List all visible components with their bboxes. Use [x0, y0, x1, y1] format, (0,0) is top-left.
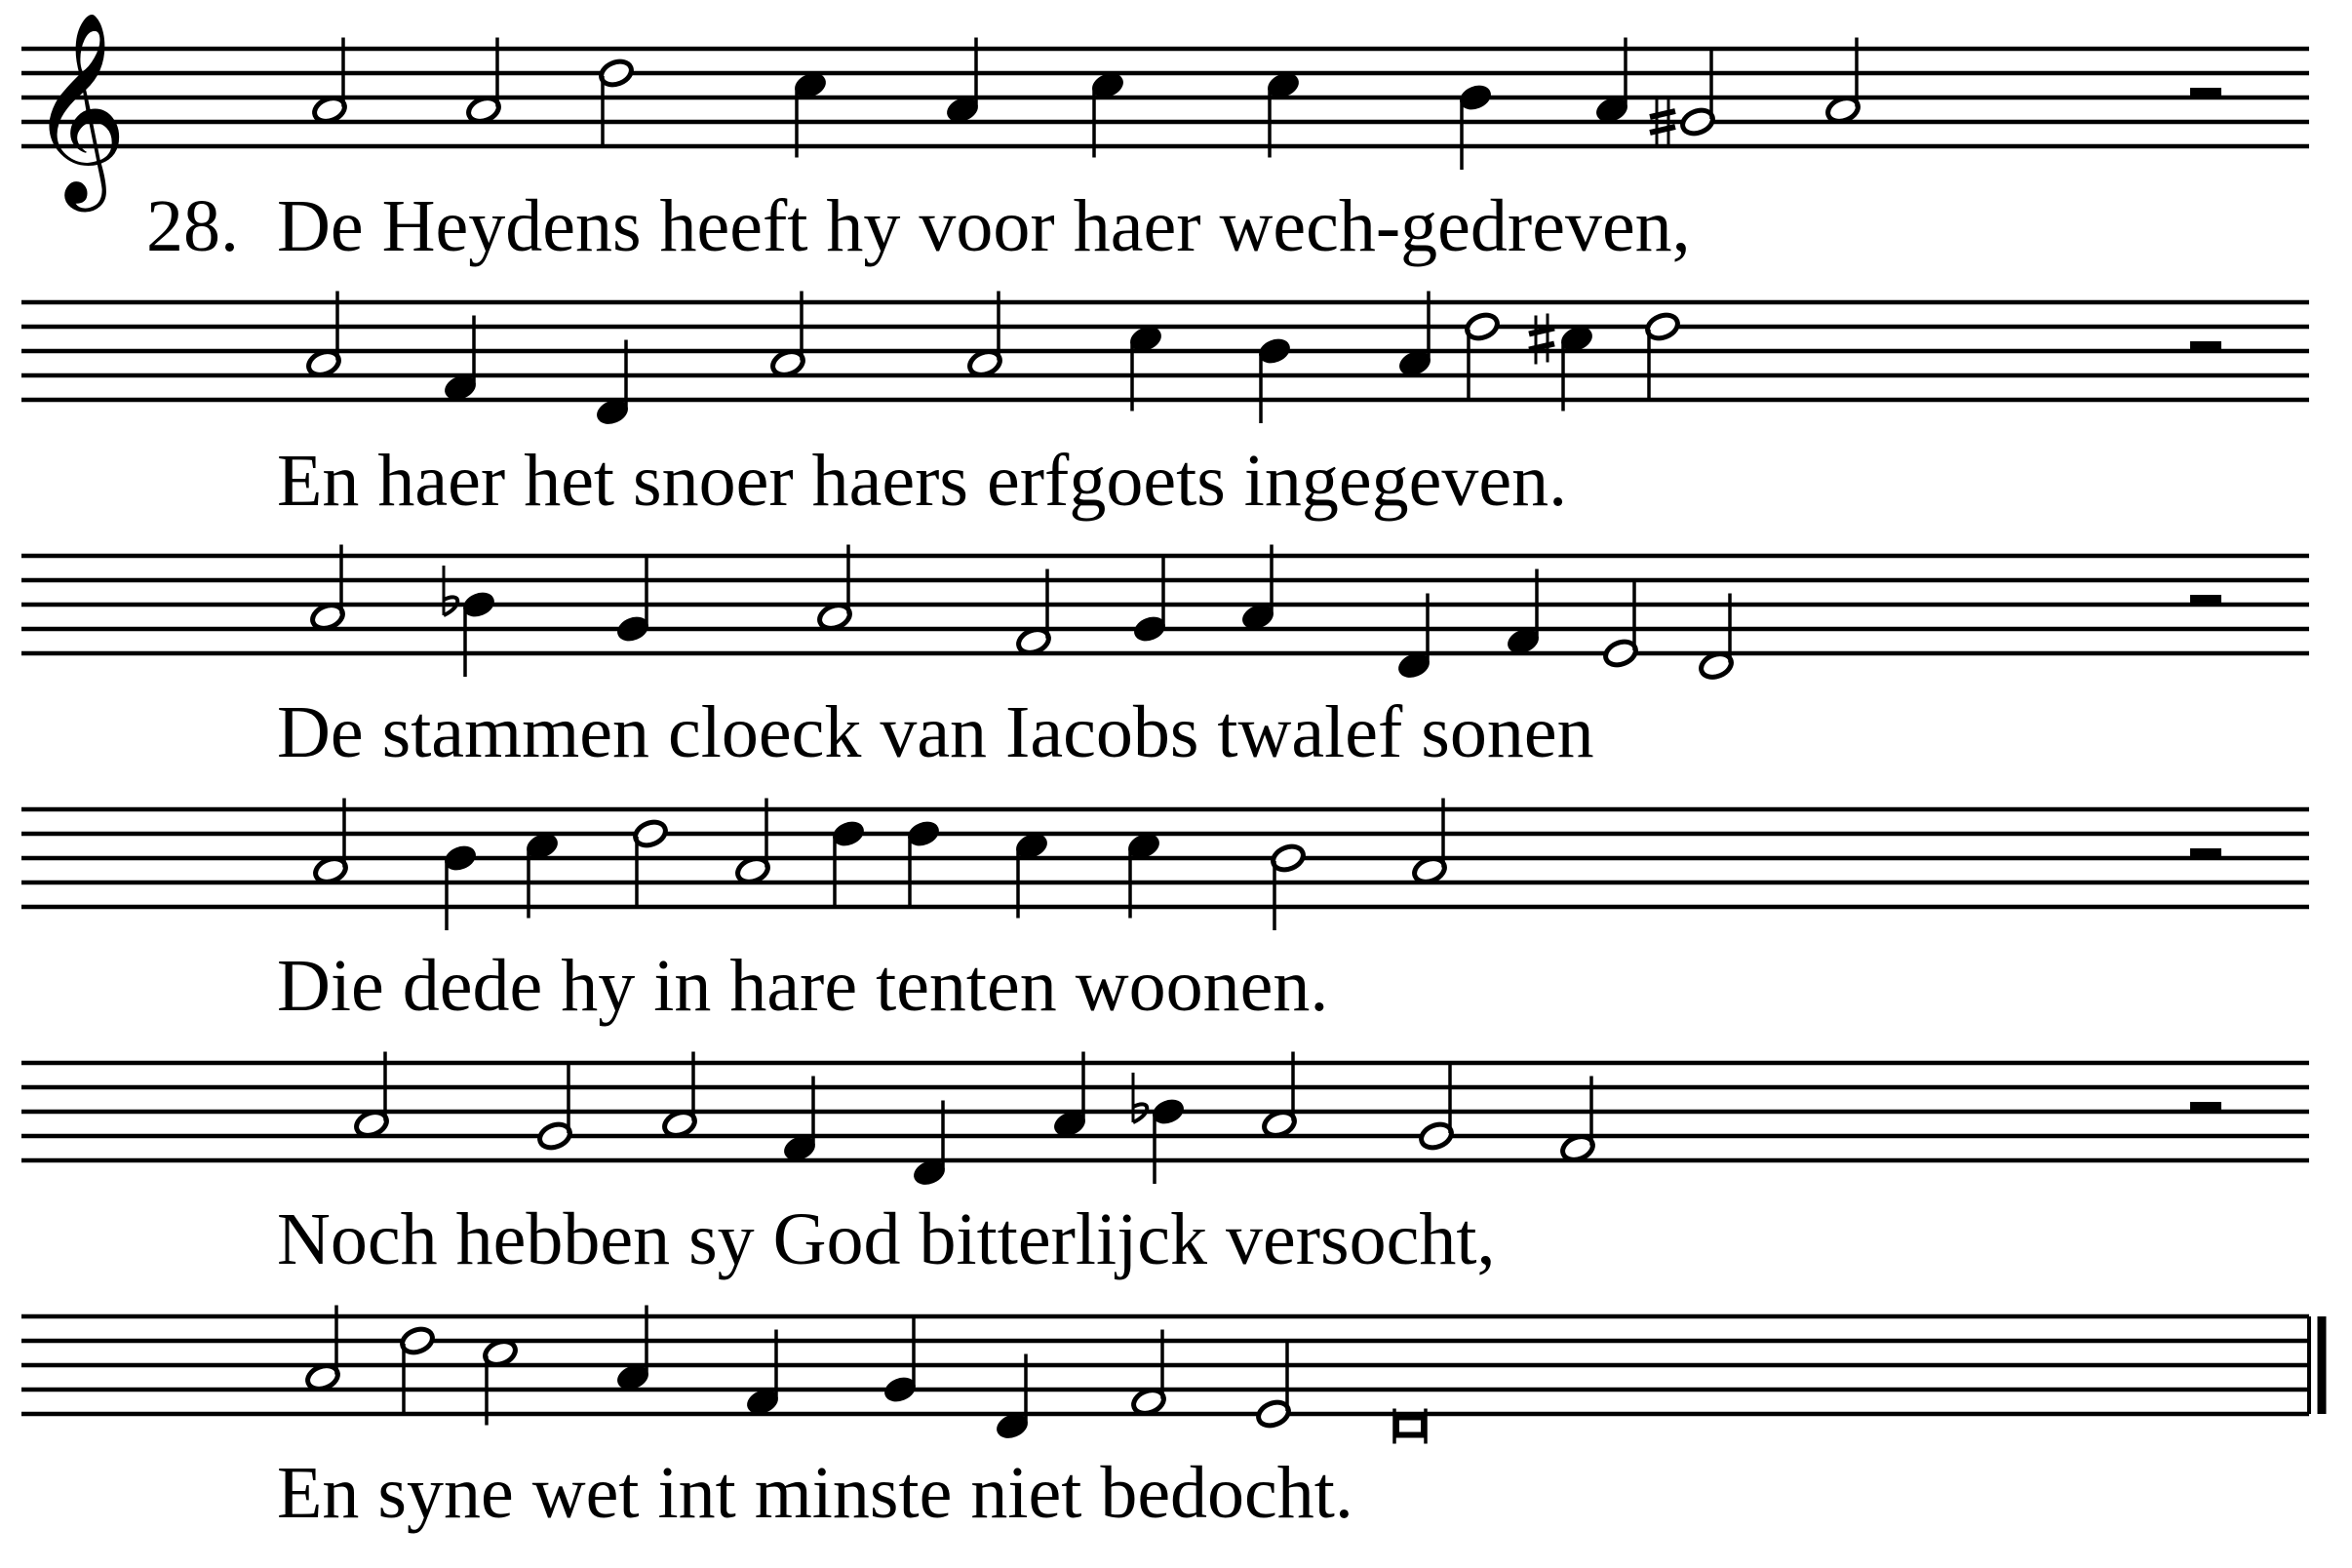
lyric-line-4: Die dede hy in hare tenten woonen.: [277, 945, 1329, 1027]
lyric-line-2: En haer het snoer haers erfgoets ingegeven.: [277, 440, 1568, 522]
lyric-line-1: De Heydens heeft hy voor haer wech-gedreven,: [277, 185, 1691, 267]
half-rest: [2190, 341, 2221, 351]
lyric-line-6: En syne wet int minste niet bedocht.: [277, 1452, 1353, 1534]
sharp-accidental: [1529, 314, 1554, 365]
half-rest: [2190, 88, 2221, 98]
flat-accidental: [444, 566, 457, 615]
lyric-line-3: De stammen cloeck van Iacobs twalef sonen: [277, 691, 1594, 773]
half-rest: [2190, 1102, 2221, 1112]
verse-number: 28.: [146, 185, 239, 267]
half-rest: [2190, 595, 2221, 605]
breve-note: [1396, 1418, 1424, 1435]
treble-clef-icon: 𝄞: [29, 11, 128, 204]
lyric-line-5: Noch hebben sy God bitterlijck versocht,: [277, 1198, 1496, 1280]
half-rest: [2190, 848, 2221, 858]
flat-accidental: [1133, 1073, 1147, 1122]
